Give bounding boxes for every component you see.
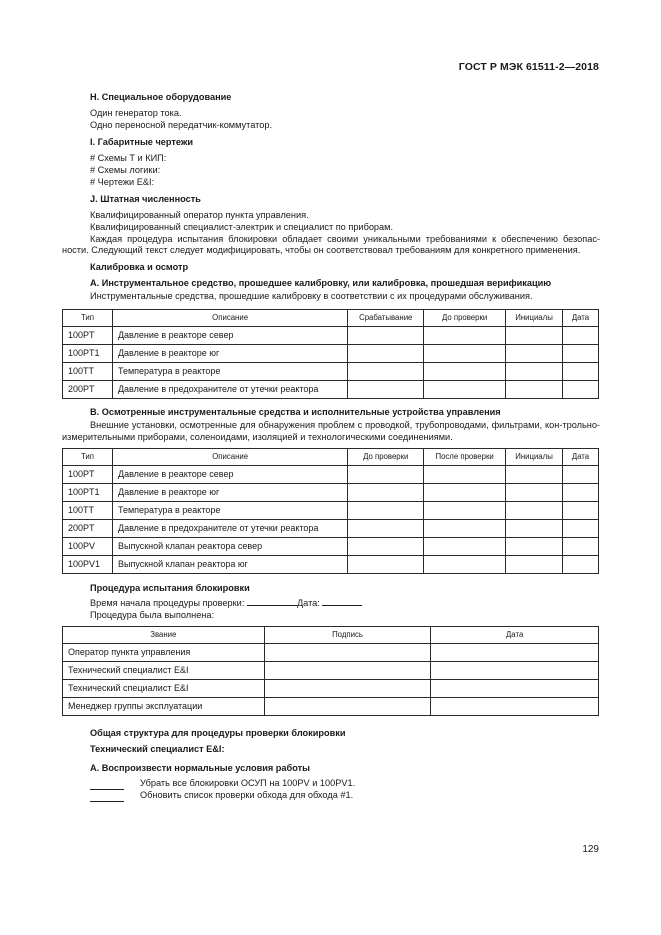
table-row: [63, 680, 599, 698]
page-content: [62, 92, 600, 802]
date-cell[interactable]: [562, 484, 598, 502]
step-check-field[interactable]: [90, 779, 124, 790]
trip-cell[interactable]: [348, 327, 424, 345]
initials-cell[interactable]: [506, 520, 563, 538]
section-i-line: # Чертежи E&I:: [90, 176, 155, 187]
table-header-cell: Дата: [431, 627, 599, 644]
table-header-cell: После проверки: [424, 449, 506, 466]
description-cell: Давление в предохранителе от утечки реактора: [112, 520, 347, 538]
date-cell[interactable]: [562, 327, 598, 345]
structure-title: Общая структура для процедуры проверки блокировки: [90, 728, 346, 739]
step-row: [90, 778, 600, 790]
role-cell: Оператор пункта управления: [63, 644, 265, 662]
before-check-cell[interactable]: [348, 556, 424, 574]
section-h-title: H. Специальное оборудование: [90, 92, 232, 102]
before-check-cell[interactable]: [348, 538, 424, 556]
before-check-cell[interactable]: [348, 520, 424, 538]
before-check-cell[interactable]: [424, 327, 506, 345]
table-header-cell: До проверки: [348, 449, 424, 466]
calibration-sub-b: В. Осмотренные инструментальные средства и исполнительные устройства управления: [90, 407, 501, 418]
section-j-line: Квалифицированный специалист-электрик и специалист по приборам.: [90, 221, 394, 232]
table-header-cell: Описание: [112, 449, 347, 466]
initials-cell[interactable]: [506, 502, 563, 520]
type-cell: 100PT: [63, 466, 113, 484]
type-cell: 100PT: [63, 327, 113, 345]
initials-cell[interactable]: [506, 381, 563, 399]
calibration-table: [62, 309, 599, 399]
start-time-label: Время начала процедуры проверки:: [90, 598, 245, 609]
table-header-cell: Подпись: [264, 627, 431, 644]
date-cell[interactable]: [562, 556, 598, 574]
after-check-cell[interactable]: [424, 538, 506, 556]
table-header-row: [63, 310, 599, 327]
date-cell[interactable]: [562, 363, 598, 381]
table-row: [63, 520, 599, 538]
description-cell: Выпускной клапан реактора север: [112, 538, 347, 556]
signature-cell[interactable]: [264, 680, 431, 698]
date-cell[interactable]: [431, 662, 599, 680]
type-cell: 100PT1: [63, 345, 113, 363]
date-cell[interactable]: [562, 520, 598, 538]
section-h-line: Одно переносной передатчик-коммутатор.: [90, 119, 273, 130]
table-header-row: [63, 627, 599, 644]
description-cell: Температура в реакторе: [112, 363, 347, 381]
initials-cell[interactable]: [506, 556, 563, 574]
step-text: Убрать все блокировки ОСУП на 100PV и 100PV1.: [140, 777, 356, 788]
structure-role: Технический специалист E&I:: [90, 743, 225, 754]
date-field[interactable]: [322, 605, 362, 606]
procedure-done-label: Процедура была выполнена:: [90, 610, 215, 621]
table-row: [63, 698, 599, 716]
table-header-cell: До проверки: [424, 310, 506, 327]
table-header-cell: Описание: [112, 310, 347, 327]
section-i-title: I. Габаритные чертежи: [90, 136, 194, 147]
before-check-cell[interactable]: [348, 484, 424, 502]
before-check-cell[interactable]: [348, 502, 424, 520]
trip-cell[interactable]: [348, 345, 424, 363]
role-cell: Менеджер группы эксплуатации: [63, 698, 265, 716]
date-cell[interactable]: [562, 538, 598, 556]
section-j-title: J. Штатная численность: [90, 193, 201, 204]
after-check-cell[interactable]: [424, 466, 506, 484]
signoff-table: [62, 626, 599, 716]
type-cell: 100PV: [63, 538, 113, 556]
table-row: [63, 556, 599, 574]
type-cell: 100PT1: [63, 484, 113, 502]
after-check-cell[interactable]: [424, 502, 506, 520]
date-cell[interactable]: [431, 644, 599, 662]
after-check-cell[interactable]: [424, 520, 506, 538]
step-text: Обновить список проверки обхода для обхода #1.: [140, 789, 354, 800]
inspection-table: [62, 448, 599, 574]
calibration-title: Калибровка и осмотр: [90, 262, 189, 273]
table-row: [63, 381, 599, 399]
section-j-paragraph: Каждая процедура испытания блокировки обладает своими уникальными требованиями к обеспечению безопас-ности. Следующий текст следует модифицировать, чтобы он соответствовал требованиям для конкретного применения.: [62, 233, 600, 256]
date-cell[interactable]: [431, 680, 599, 698]
table-row: [63, 662, 599, 680]
before-check-cell[interactable]: [348, 466, 424, 484]
calibration-sub-b-text: Внешние установки, осмотренные для обнаружения проблем с проводкой, трубопроводами, фильтрами, кон-трольно-измерительными приборами, соленоидами, изоляцией и технологическими соединениями.: [62, 420, 600, 443]
description-cell: Давление в реакторе север: [112, 466, 347, 484]
table-header-cell: Инициалы: [506, 449, 563, 466]
table-header-cell: Звание: [63, 627, 265, 644]
after-check-cell[interactable]: [424, 484, 506, 502]
structure-sub-a: А. Воспроизвести нормальные условия работы: [90, 762, 310, 773]
initials-cell[interactable]: [506, 484, 563, 502]
description-cell: Давление в реакторе юг: [112, 345, 347, 363]
signature-cell[interactable]: [264, 662, 431, 680]
date-label: Дата:: [296, 598, 320, 609]
table-header-cell: Дата: [562, 310, 598, 327]
before-check-cell[interactable]: [424, 381, 506, 399]
table-row: [63, 538, 599, 556]
table-row: [63, 327, 599, 345]
section-i-line: # Схемы Т и КИП:: [90, 152, 167, 163]
procedure-start-line: [90, 598, 600, 610]
page-number: 129: [582, 844, 599, 855]
description-cell: Выпускной клапан реактора юг: [112, 556, 347, 574]
signature-cell[interactable]: [264, 698, 431, 716]
date-cell[interactable]: [431, 698, 599, 716]
trip-cell[interactable]: [348, 381, 424, 399]
table-row: [63, 466, 599, 484]
role-cell: Технический специалист E&I: [63, 680, 265, 698]
signature-cell[interactable]: [264, 644, 431, 662]
initials-cell[interactable]: [506, 363, 563, 381]
page-header: ГОСТ Р МЭК 61511-2—2018: [458, 61, 599, 73]
date-cell[interactable]: [562, 381, 598, 399]
table-header-cell: Тип: [63, 310, 113, 327]
initials-cell[interactable]: [506, 327, 563, 345]
type-cell: 100TT: [63, 363, 113, 381]
section-h-line: Один генератор тока.: [90, 107, 182, 118]
table-row: [63, 363, 599, 381]
description-cell: Давление в предохранителе от утечки реактора: [112, 381, 347, 399]
role-cell: Технический специалист E&I: [63, 662, 265, 680]
section-i-line: # Схемы логики:: [90, 164, 161, 175]
description-cell: Давление в реакторе юг: [112, 484, 347, 502]
table-row: [63, 644, 599, 662]
procedure-title: Процедура испытания блокировки: [90, 583, 250, 594]
date-cell[interactable]: [562, 466, 598, 484]
initials-cell[interactable]: [506, 538, 563, 556]
description-cell: Давление в реакторе север: [112, 327, 347, 345]
type-cell: 100PV1: [63, 556, 113, 574]
after-check-cell[interactable]: [424, 556, 506, 574]
table-row: [63, 502, 599, 520]
table-header-cell: Дата: [562, 449, 598, 466]
trip-cell[interactable]: [348, 363, 424, 381]
calibration-sub-a: А. Инструментальное средство, прошедшее калибровку, или калибровка, прошедшая верификацию: [90, 278, 552, 289]
date-cell[interactable]: [562, 345, 598, 363]
step-check-field[interactable]: [90, 791, 124, 802]
section-j-line: Квалифицированный оператор пункта управления.: [90, 209, 309, 220]
type-cell: 100TT: [63, 502, 113, 520]
table-header-cell: Срабатывание: [348, 310, 424, 327]
date-cell[interactable]: [562, 502, 598, 520]
table-row: [63, 345, 599, 363]
before-check-cell[interactable]: [424, 363, 506, 381]
initials-cell[interactable]: [506, 345, 563, 363]
table-header-row: [63, 449, 599, 466]
table-header-cell: Тип: [63, 449, 113, 466]
type-cell: 200PT: [63, 520, 113, 538]
before-check-cell[interactable]: [424, 345, 506, 363]
table-row: [63, 484, 599, 502]
calibration-sub-a-text: Инструментальные средства, прошедшие калибровку в соответствии с их процедурами обслуживания.: [90, 291, 533, 302]
description-cell: Температура в реакторе: [112, 502, 347, 520]
start-time-field[interactable]: [247, 605, 297, 606]
step-row: [90, 790, 600, 802]
initials-cell[interactable]: [506, 466, 563, 484]
type-cell: 200PT: [63, 381, 113, 399]
table-header-cell: Инициалы: [506, 310, 563, 327]
